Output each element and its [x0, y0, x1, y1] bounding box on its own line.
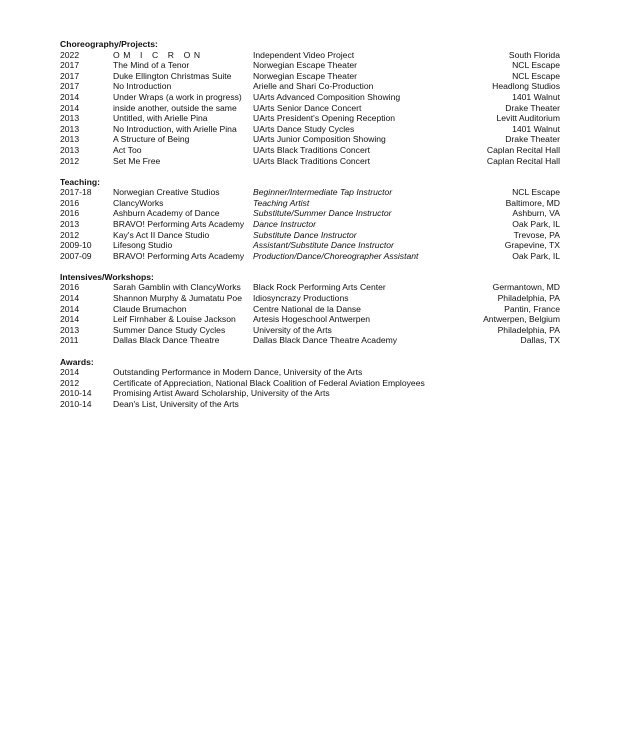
entry-venue: Centre National de la Danse	[253, 303, 361, 314]
list-item	[60, 134, 562, 145]
list-item	[60, 113, 562, 124]
entry-role: Production/Dance/Choreographer Assistant	[253, 250, 419, 261]
list-item	[60, 251, 562, 262]
entry-year: 2014	[60, 102, 80, 113]
entry-location: Drake Theater	[505, 134, 560, 145]
entry-title: A Structure of Being	[113, 134, 190, 145]
list-item	[60, 367, 562, 378]
entry-location: Oak Park, IL	[512, 250, 560, 261]
list-item	[60, 325, 562, 336]
resume-content	[60, 39, 562, 420]
entry-venue: Norwegian Escape Theater	[253, 70, 357, 81]
entry-location: Trevose, PA	[513, 229, 560, 240]
entry-role: Assistant/Substitute Dance Instructor	[253, 240, 394, 251]
entry-venue: Idiosyncrazy Productions	[253, 293, 349, 304]
entry-year: 2011	[60, 335, 79, 346]
entry-title: Dallas Black Dance Theatre	[113, 335, 220, 346]
entry-year: 2016	[60, 282, 80, 293]
entry-title: Summer Dance Study Cycles	[113, 324, 226, 335]
entry-year: 2016	[60, 208, 80, 219]
entry-location: South Florida	[508, 49, 560, 60]
entry-title: Lifesong Studio	[113, 240, 173, 251]
award-text: Dean's List, University of the Arts	[113, 398, 239, 409]
entry-year: 2007-09	[60, 250, 92, 261]
section-heading-choreography: Choreography/Projects:	[60, 39, 158, 49]
entry-location: Dallas, TX	[520, 335, 560, 346]
list-item	[60, 399, 562, 410]
section-heading-teaching: Teaching:	[60, 176, 100, 187]
entry-year: 2012	[60, 377, 80, 388]
entry-location: Antwerpen, Belgium	[483, 314, 560, 325]
entry-title: Sarah Gamblin with ClancyWorks	[113, 282, 241, 293]
section-heading-awards: Awards:	[60, 356, 94, 367]
entry-location: Germantown, MD	[492, 282, 560, 293]
entry-year: 2014	[60, 91, 80, 102]
entry-year: 2016	[60, 197, 80, 208]
entry-title: ClancyWorks	[113, 197, 164, 208]
list-item	[60, 240, 562, 251]
list-item	[60, 282, 562, 293]
list-item	[60, 230, 562, 241]
entry-title: Duke Ellington Christmas Suite	[113, 70, 232, 81]
list-item	[60, 314, 562, 325]
entry-venue: UArts President's Opening Reception	[253, 113, 396, 124]
entry-year: 2013	[60, 134, 80, 145]
entry-venue: Norwegian Escape Theater	[253, 60, 357, 71]
entry-year: 2012	[60, 155, 80, 166]
list-item	[60, 187, 562, 198]
entry-venue: UArts Senior Dance Concert	[253, 102, 362, 113]
entry-title: No Introduction	[113, 81, 172, 92]
entry-year: 2017	[60, 70, 80, 81]
list-item	[60, 378, 562, 389]
list-item	[60, 304, 562, 315]
entry-title: Set Me Free	[113, 155, 161, 166]
list-item	[60, 293, 562, 304]
entry-venue: Arielle and Shari Co-Production	[253, 81, 374, 92]
entry-location: Baltimore, MD	[505, 197, 560, 208]
list-item	[60, 124, 562, 135]
award-text: Certificate of Appreciation, National Black Coalition of Federal Aviation Employees	[113, 377, 425, 388]
entry-location: Caplan Recital Hall	[486, 155, 560, 166]
entry-year: 2012	[60, 229, 80, 240]
list-item	[60, 50, 562, 61]
entry-year: 2010-14	[60, 398, 92, 409]
entry-role: Substitute Dance Instructor	[253, 229, 357, 240]
entry-title: No Introduction, with Arielle Pina	[113, 123, 237, 134]
entry-year: 2017	[60, 81, 80, 92]
entry-venue: UArts Advanced Composition Showing	[253, 91, 401, 102]
entry-year: 2013	[60, 219, 80, 229]
entry-location: Drake Theater	[505, 102, 560, 113]
teaching-section	[60, 177, 562, 262]
section-heading-intensives: Intensives/Workshops:	[60, 271, 154, 282]
list-item	[60, 198, 562, 209]
choreography-section	[60, 39, 562, 166]
entry-location: NCL Escape	[512, 70, 560, 81]
entry-location: Levitt Auditorium	[496, 113, 560, 124]
awards-section	[60, 357, 562, 410]
entry-year: 2017	[60, 60, 80, 71]
list-item	[60, 388, 562, 399]
entry-venue: Dallas Black Dance Theatre Academy	[253, 335, 398, 346]
entry-year: 2013	[60, 113, 80, 124]
entry-location: Oak Park, IL	[512, 219, 560, 229]
entry-location: Caplan Recital Hall	[486, 144, 560, 155]
entry-location: Headlong Studios	[492, 81, 560, 92]
entry-title: Leif Firnhaber & Louise Jackson	[113, 314, 236, 325]
entry-year: 2014	[60, 314, 80, 325]
entry-year: 2013	[60, 144, 80, 155]
entry-year: 2009-10	[60, 240, 92, 251]
entry-year: 2014	[60, 293, 80, 304]
entry-title: inside another, outside the same	[113, 102, 237, 113]
entry-title: Claude Brumachon	[113, 303, 187, 314]
entry-venue: Artesis Hogeschool Antwerpen	[253, 314, 371, 325]
entry-venue: UArts Junior Composition Showing	[253, 134, 386, 145]
entry-title: Untitled, with Arielle Pina	[113, 113, 208, 124]
entry-location: Philadelphia, PA	[497, 324, 560, 335]
list-item	[60, 81, 562, 92]
entry-year: 2014	[60, 367, 80, 378]
entry-location: Philadelphia, PA	[497, 293, 560, 304]
entry-location: Pantin, France	[504, 303, 560, 314]
entry-title: Act Too	[113, 144, 142, 155]
entry-location: 1401 Walnut	[512, 123, 560, 134]
entry-venue: Black Rock Performing Arts Center	[253, 282, 386, 293]
entry-location: NCL Escape	[512, 60, 560, 71]
list-item	[60, 103, 562, 114]
entry-role: Beginner/Intermediate Tap Instructor	[253, 187, 393, 198]
intensives-section	[60, 272, 562, 346]
list-item	[60, 335, 562, 346]
entry-role: Dance Instructor	[253, 219, 317, 229]
entry-title: Shannon Murphy & Jumatatu Poe	[113, 293, 242, 304]
list-item	[60, 156, 562, 167]
list-item	[60, 208, 562, 219]
list-item	[60, 219, 562, 230]
entry-location: Ashburn, VA	[512, 208, 560, 219]
award-text: Outstanding Performance in Modern Dance, University of the Arts	[113, 367, 363, 378]
list-item	[60, 71, 562, 82]
entry-title: Kay's Act II Dance Studio	[113, 229, 210, 240]
entry-venue: UArts Black Traditions Concert	[253, 155, 371, 166]
entry-title: BRAVO! Performing Arts Academy	[113, 219, 245, 229]
entry-year: 2013	[60, 123, 80, 134]
entry-role: Substitute/Summer Dance Instructor	[253, 208, 392, 219]
list-item	[60, 145, 562, 156]
entry-year: 2022	[60, 49, 80, 60]
entry-title: Ashburn Academy of Dance	[113, 208, 220, 219]
list-item	[60, 92, 562, 103]
entry-title: BRAVO! Performing Arts Academy	[113, 250, 245, 261]
entry-role: Teaching Artist	[253, 197, 310, 208]
entry-venue: UArts Dance Study Cycles	[253, 123, 355, 134]
award-text: Promising Artist Award Scholarship, University of the Arts	[113, 388, 330, 399]
entry-title: The Mind of a Tenor	[113, 60, 190, 71]
entry-venue: Independent Video Project	[253, 49, 355, 60]
entry-location: 1401 Walnut	[512, 91, 560, 102]
entry-title: Under Wraps (a work in progress)	[113, 91, 242, 102]
entry-title: OM I C R ON	[113, 49, 204, 60]
entry-title: Norwegian Creative Studios	[113, 187, 220, 198]
entry-year: 2017-18	[60, 187, 92, 198]
entry-location: Grapevine, TX	[504, 240, 560, 251]
entry-year: 2010-14	[60, 388, 92, 399]
entry-location: NCL Escape	[512, 187, 560, 198]
entry-year: 2013	[60, 324, 80, 335]
list-item	[60, 60, 562, 71]
entry-year: 2014	[60, 303, 80, 314]
entry-venue: University of the Arts	[253, 324, 332, 335]
entry-venue: UArts Black Traditions Concert	[253, 144, 371, 155]
